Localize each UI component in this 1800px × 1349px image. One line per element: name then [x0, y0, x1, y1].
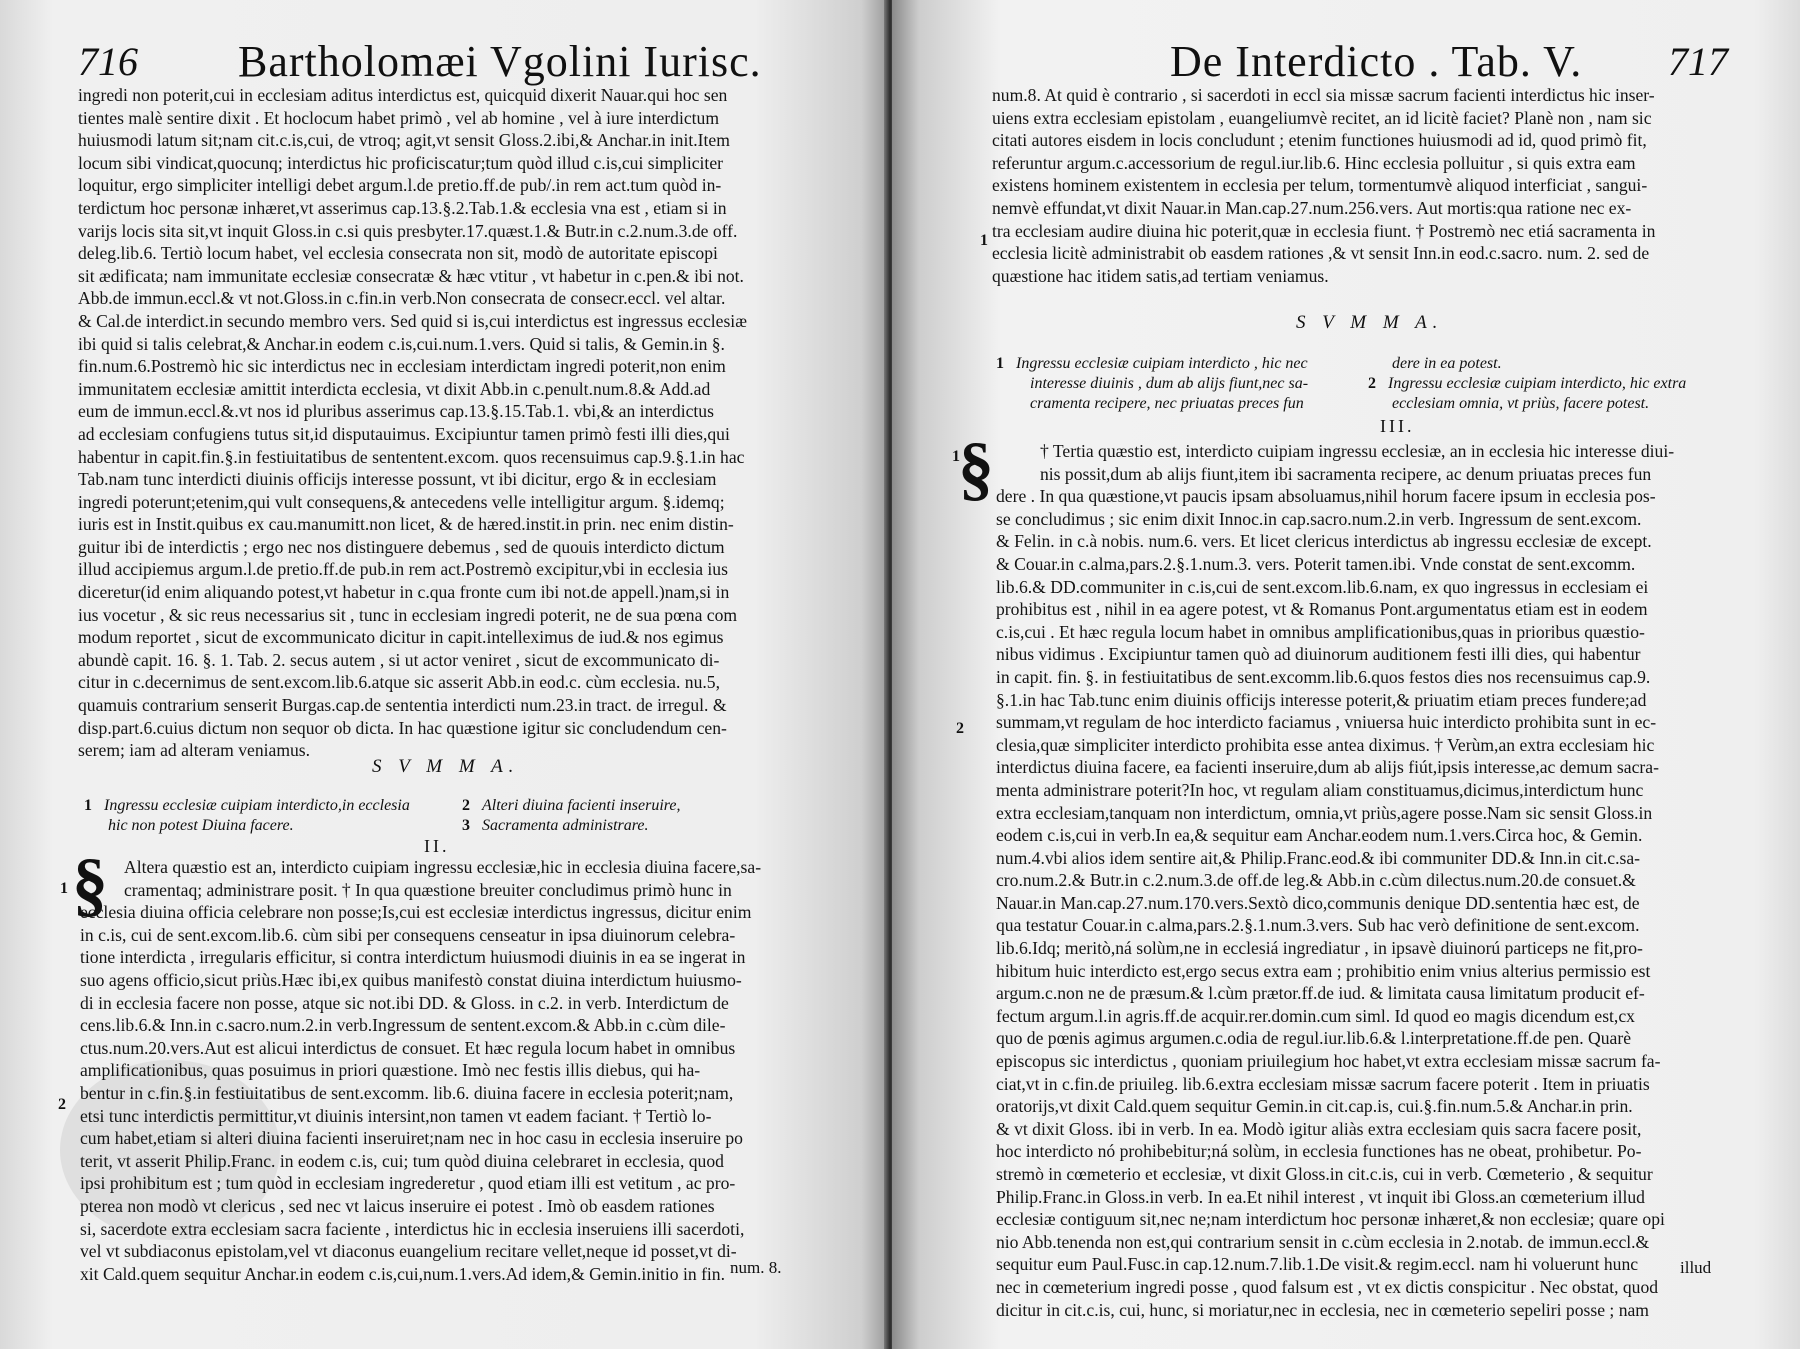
text-line: etsi tunc interdictis permittitur,vt diuinis intersint,non tamen vt eadem faciant. † Tertiò lo- — [80, 1105, 712, 1126]
text-line: guitur ibi de interdictis ; ergo nec nos distinguere debemus , sed de quouis interdicto dictum — [78, 536, 725, 557]
pilcrow-initial: § — [72, 844, 108, 924]
text-line: cum habet,etiam si alteri diuina facienti inseruiret;nam nec in hoc casu in ecclesia inseruire po — [80, 1128, 743, 1149]
running-title: De Interdicto . Tab. V. — [1170, 37, 1583, 86]
text-line: tra ecclesiam audire diuina hic poterit,quæ in ecclesia fiunt. † Postremò nec etiá sacramenta in — [992, 220, 1656, 241]
text-line: ibi quid si talis celebrat,& Anchar.in eodem c.is,cui.num.1.vers. Quid si talis, & Gemin.in §. — [78, 333, 725, 354]
right-page-number-wrap — [1668, 38, 1728, 85]
text-line: deleg.lib.6. Tertiò locum habet, vel ecclesia consecrata non sit, modò de autoritate episcopi — [78, 243, 718, 264]
left-page — [0, 0, 888, 1349]
text-line: fectum argum.l.in agris.ff.de acquir.rer.domin.cum siml. Id quod eo magis dicendum est,cx — [996, 1005, 1635, 1026]
pilcrow-initial: § — [958, 428, 994, 508]
summa-item: hic non potest Diuina facere. — [108, 817, 294, 834]
text-line: lib.6.Idq; meritò,ná solùm,ne in ecclesiá ingrediatur , in ipsavè diuinorú particeps ne fit,pro- — [996, 938, 1643, 959]
text-line: & vt dixit Gloss. ibi in verb. In ea. Modò igitur aliàs extra ecclesiam quis sacra facere posit, — [996, 1118, 1642, 1139]
text-line: fin.num.6.Postremò hic sic interdictus nec in ecclesiam interdictam ingredi poterit,non enim — [78, 356, 726, 377]
text-line: si, sacerdote extra ecclesiam sacra faciente , interdictus hic in ecclesia inseruiens illi sacerdoti, — [80, 1218, 745, 1239]
text-line: hibitum huic interdicto est,ergo secus extra eam ; prohibitio enim vnius alterius permissio est — [996, 960, 1651, 981]
text-line: ius vocetur , & sic reus necessarius sit , tunc in ecclesiam ingredi poterit, ne de sua pœna com — [78, 604, 738, 625]
text-line: qua testatur Couar.in c.alma,pars.2.§.1.num.3.vers. Sub hac verò definitione de sent.excom. — [996, 915, 1640, 936]
text-line: hoc interdicto nó prohibebitur;ná solùm, in ecclesia functiones has ne obeat, prohibetur. Po- — [996, 1141, 1642, 1162]
margin-number: 2 — [58, 1096, 66, 1113]
text-line: stremò in cœmeterio et ecclesiæ, vt dixit Gloss.in cit.c.is, cui in verb. Cœmeterio , & sequitur — [996, 1164, 1653, 1184]
text-line: interdictus diuina facere, ea facienti inseruire,dum ab alijs fiút,ipsis interesse,ac demum sacra- — [996, 757, 1659, 778]
text-line: & Couar.in c.alma,pars.2.§.1.num.3. vers. Poterit tamen.ibi. Vnde constat de sent.excomm. — [996, 553, 1636, 574]
running-title: Bartholomæi Vgolini Iurisc. — [238, 37, 762, 86]
text-line: Tab.nam tunc interdicti diuinis officijs interesse possunt, vt ibi dicitur, ergo & in ecclesiam — [78, 469, 717, 490]
left-text-block-b — [80, 856, 806, 1285]
text-line: suo agens officio,sicut priùs.Hæc ibi,ex quibus manifestò constat diuina interdictum huiusmo- — [80, 969, 742, 990]
text-line: tientes malè sentire dixit . Et hoclocum habet primò , vel ab homine , vel à iure interdictum — [78, 107, 720, 128]
text-line: se concludimus ; sic enim dixit Innoc.in cap.sacro.num.2.in verb. Ingressum de sent.excom. — [996, 508, 1642, 529]
text-line: ingredi poterunt;etenim,qui vult consequens,& antecedens velle intelligitur argum. §.idemq; — [78, 491, 725, 512]
text-line: nec in cœmeterium ingredi posse , quod falsum est , vt ex dictis conspicitur . Nec obstat, quod — [996, 1276, 1659, 1297]
text-line: vel vt subdiaconus epistolam,vel vt diaconus euangelium recitare vellet,neque id posset,vt di- — [80, 1241, 737, 1262]
text-line: iuris est in Instit.quibus ex cau.manumitt.non licet, & de hæred.instit.in prin. nec enim distin- — [78, 514, 734, 535]
text-line: & Felin. in c.à nobis. num.6. vers. Et licet clericus interdictus ab ingressu ecclesiæ de except. — [996, 531, 1652, 552]
text-line: eodem c.is,cui in verb.In ea,& sequitur eam Anchar.eodem num.1.vers.Circa hoc, & Gemin. — [996, 825, 1643, 846]
summa-item: interesse diuinis , dum ab alijs fiunt,nec sa- — [1030, 375, 1309, 392]
summa-item: 2 Alteri diuina facienti inseruire, — [462, 797, 681, 814]
text-line: serem; iam ad alteram veniamus. — [78, 740, 311, 761]
text-line: quo de pœnis agimus argumen.c.odia de regul.iur.lib.6.& l.interpretatione.ff.de pen. Quarè — [996, 1028, 1631, 1049]
text-line: ctus.num.20.vers.Aut est alicui interdictus de consuet. Et hæc regula locum habet in omnibus — [80, 1037, 736, 1058]
text-line: abundè capit. 16. §. 1. Tab. 2. secus autem , si ut actor veniret , sicut de excommunicato di- — [78, 649, 720, 670]
text-line: loquitur, ergo simpliciter intelligi debet argum.l.de pretio.ff.de pub/.in rem act.tum quòd in- — [78, 175, 722, 196]
text-line: cens.lib.6.& Inn.in c.sacro.num.2.in verb.Ingressum de sentent.excom.& Abb.in c.cùm dile- — [80, 1015, 726, 1036]
summa-item: ecclesiam omnia, vt priùs, facere potest. — [1392, 395, 1650, 412]
text-line: diceretur(id enim aliquando potest,vt habetur in c.qua fronte cum ibi not.de appell.)nam,si in — [78, 582, 730, 603]
text-line: cramentaq; administrare posit. † In qua quæstione breuiter concludimus primò hunc in — [124, 879, 732, 900]
summa-heading: S V M M A. — [372, 756, 520, 777]
text-line: Nauar.in Man.cap.27.num.170.vers.Sextò dico,communis denique DD.sententia hæc est, de — [996, 892, 1640, 913]
text-line: §.1.in hac Tab.tunc enim diuinis officijs interesse poterit,& priuatim etiam preces fundere;ad — [996, 689, 1647, 710]
right-text-block-b — [996, 440, 1722, 1321]
text-line: ingredi non poterit,cui in ecclesiam aditus interdictus est, quicquid dixerit Nauar.qui hoc sen — [78, 85, 728, 105]
text-line: Altera quæstio est an, interdicto cuipiam ingressu ecclesiæ,hic in ecclesia diuina facere,sa- — [124, 857, 762, 877]
summa-item: cramenta recipere, nec priuatas preces fun — [1030, 395, 1304, 412]
text-line: extra ecclesiam,tanquam non interdictum, omnia,vt priùs,agere posse.Nam sic sensit Gloss.in — [996, 802, 1653, 823]
text-line: episcopus sic interdictus , quoniam priuilegium hoc habet,vt extra ecclesiam missæ sacrum fa- — [996, 1051, 1661, 1072]
text-line: argum.c.non ne de præsum.& l.cùm prætor.ff.de iud. & limitata causa limitatum producit ef- — [996, 983, 1645, 1004]
margin-number: 1 — [952, 448, 960, 465]
text-line: ciat,vt in c.fin.de priuileg. lib.6.extra ecclesiam missæ sacrum facere poterit . Item in priuatis — [996, 1073, 1650, 1094]
text-line: ad ecclesiam confugiens tutus sit,id disputauimus. Excipiuntur tamen primò festi illi dies,qui — [78, 423, 730, 444]
text-line: cro.num.2.& Butr.in c.2.num.3.de off.de leg.& Abb.in c.cùm dilectus.num.20.de consuet.& — [996, 870, 1636, 891]
catchword: illud — [1680, 1258, 1712, 1277]
text-line: existens hominem existentem in ecclesia per telum, tormentumvè aliquod interficiat , sangui- — [992, 175, 1648, 196]
text-line: c.is,cui . Et hæc regula locum habet in omnibus amplificationibus,quas in prioribus quæstio- — [996, 621, 1645, 642]
text-line: huiusmodi latum sit;nam cit.c.is,cui, de vtroq; agit,vt sensit Gloss.2.ibi,& Anchar.in init.Item — [78, 130, 730, 151]
text-line: habentur in capit.fin.§.in festiuitatibus de sententent.excom. quos recensuimus cap.9.§.1.in hac — [78, 446, 745, 467]
margin-number: 1 — [60, 880, 68, 897]
page-number: 716 — [78, 39, 138, 84]
text-line: citati autores eisdem in locis concludunt ; etenim functiones huiusmodi ad id, quod primò fit, — [992, 130, 1647, 151]
text-line: xit Cald.quem sequitur Anchar.in eodem c.is,cui,num.1.vers.Ad idem,& Gemin.initio in fin. — [80, 1263, 726, 1284]
text-line: bentur in c.fin.§.in festiuitatibus de sent.excomm. lib.6. diuina facere in ecclesia poterit;nam, — [80, 1082, 734, 1103]
text-line: immunitatem ecclesiæ amittit interdicta ecclesia, vt dixit Abb.in c.penult.num.8.& Add.ad — [78, 378, 711, 399]
text-line: quæstione hac itidem satis,ad tertiam veniamus. — [992, 265, 1329, 286]
text-line: oratorijs,vt dixit Cald.quem sequitur Gemin.in cit.cap.is, cui.§.fin.num.5.& Anchar.in prin. — [996, 1096, 1633, 1117]
margin-number: 1 — [980, 232, 988, 249]
text-line: terit, vt asserit Philip.Franc. in eodem c.is, cui; tum quòd diuina celebraret in ecclesia, quod — [80, 1150, 724, 1171]
text-line: nibus vidimus . Excipiuntur tamen quò ad diuinorum auditionem festi illi dies, qui habentur — [996, 644, 1641, 665]
text-line: num.8. At quid è contrario , si sacerdoti in eccl sia missæ sacrum facienti interdictus hic inser- — [992, 85, 1655, 105]
catchword: num. 8. — [730, 1258, 782, 1277]
text-line: pterea non modò vt clericus , sed nec vt laicus inseruire ei potest . Imò ob easdem rationes — [80, 1195, 715, 1216]
text-line: lib.6.& DD.communiter in c.is,cui de sent.excom.lib.6.nam, ex quo ingressus in ecclesiam ei — [996, 576, 1649, 597]
summa-item: 1 Ingressu ecclesiæ cuipiam interdicto,in ecclesia — [84, 797, 410, 814]
right-header — [1170, 36, 1582, 87]
text-line: summam,vt regulam de hoc interdicto faciamus , vniuersa huic interdicto prohibita sunt in ec- — [996, 712, 1657, 733]
text-line: tione interdicta , irregularis efficitur, si contra interdictum huiusmodi diuinis in ea se ingerat in — [80, 947, 746, 968]
text-line: eum de immun.eccl.&.vt nos id pluribus asserimus cap.13.§.15.Tab.1. vbi,& an interdictus — [78, 401, 714, 422]
left-running-title-wrap — [238, 36, 762, 87]
text-line: disp.part.6.cuius dictum non sequor ob dicta. In hac quæstione igitur sic concludendum cen- — [78, 717, 727, 738]
text-line: dicitur in cit.c.is, cui, hunc, si moriatur,nec in ecclesia, nec in cœmeterio sepeliri posse ; nam — [996, 1299, 1649, 1320]
page-number: 717 — [1668, 39, 1728, 84]
text-line: di in ecclesia facere non posse, atque sic not.ibi DD. & Gloss. in c.2. in verb. Interdictum de — [80, 992, 729, 1013]
text-line: sequitur eum Paul.Fusc.in cap.12.num.7.lib.1.De visit.& regim.eccl. nam hi voluerunt hunc — [996, 1254, 1639, 1275]
margin-number: 2 — [956, 720, 964, 737]
text-line: ecclesiæ contiguum sit,nec ne;nam interdictum hoc personæ inhæret,& non ecclesiæ; quare opi — [996, 1209, 1665, 1230]
text-line: nis possit,dum ab alijs fiunt,item ibi sacramenta recipere, ac denum priuatas preces fun — [1040, 463, 1652, 484]
text-line: modum reportet , sicut de excommunicato dicitur in capit.intelleximus de iud.& nos egimus — [78, 627, 724, 648]
text-line: ecclesia diuina officia celebrare non posse;Is,cui est ecclesiæ interdictus ingressus, dicitur enim — [80, 902, 752, 923]
text-line: citur in c.decernimus de sent.excom.lib.6.atque sic asserit Abb.in eod.c. cùm ecclesia. nu.5, — [78, 672, 720, 693]
text-line: in capit. fin. §. in festiuitatibus de sent.excomm.lib.6.quos festos dies nos recensuimus cap.9. — [996, 666, 1651, 687]
left-header — [78, 38, 138, 85]
text-line: nemvè effundat,vt dixit Nauar.in Man.cap.27.num.256.vers. Aut mortis:qua ratione nec ex- — [992, 197, 1632, 218]
summa-heading: S V M M A. — [1296, 312, 1444, 333]
text-line: num.4.vbi alios idem sentire ait,& Philip.Franc.eod.& ibi communiter DD.& Inn.in cit.c.sa- — [996, 847, 1641, 868]
text-line: uiens extra ecclesiam epistolam , euangeliumvè recitet, an id licitè faciet? Planè non , nam sic — [992, 107, 1652, 128]
text-line: quamuis contrarium senserit Burgas.cap.de sententia interdicti num.23.in tract. de irregul. & — [78, 695, 727, 716]
text-line: in c.is, cui de sent.excom.lib.6. cùm sibi per consequens censeatur in ipsa diuinorum celebra- — [80, 924, 736, 945]
text-line: prohibitus est , nihil in ea agere potest, vt & Romanus Pont.argumentatus etiam est in eodem — [996, 599, 1648, 620]
text-line: † Tertia quæstio est, interdicto cuipiam ingressu ecclesiæ, an in ecclesia hic interesse diui- — [1040, 441, 1675, 461]
text-line: ipsi prohibitum est ; tum quòd in ecclesiam ingrederetur , quod etiam illi est vetitum , ac pro- — [80, 1173, 736, 1194]
text-line: terdictum hoc personæ inhæret,vt asserimus cap.13.§.2.Tab.1.& ecclesia vna est , etiam si in — [78, 197, 727, 218]
text-line: nio Abb.tenenda non est,qui contrarium sensit in c.cùm ecclesia in 2.notab. de immun.eccl.& — [996, 1231, 1650, 1252]
right-text-block-a — [992, 84, 1720, 287]
left-text-block-a — [78, 84, 806, 762]
text-line: varijs locis sita sit,vt inquit Gloss.in c.si quis presbyter.17.quæst.1.& Butr.in c.2.num.3.de off. — [78, 220, 738, 241]
section-number: II. — [424, 836, 450, 856]
summa-item: dere in ea potest. — [1392, 355, 1502, 372]
text-line: Abb.de immun.eccl.& vt not.Gloss.in c.fin.in verb.Non consecrata de consecr.eccl. vel altar. — [78, 288, 726, 309]
section-number: III. — [1380, 416, 1415, 436]
text-line: dere . In qua quæstione,vt paucis ipsam absoluamus,nihil horum facere ipsum in ecclesia pos- — [996, 486, 1656, 507]
text-line: locum sibi vindicat,quocunq; interdictus hic proficiscatur;tum quòd illud c.is,cui simpliciter — [78, 152, 723, 173]
text-line: ecclesia licitè administrabit ob easdem rationes ,& vt sensit Inn.in eod.c.sacro. num. 2. sed de — [992, 243, 1650, 264]
text-line: referuntur argum.c.accessorium de regul.iur.lib.6. Hinc ecclesia polluitur , si quis extra eam — [992, 152, 1636, 173]
text-line: menta administrare poterit?In hoc, vt regulam aliam constituamus,dicimus,interdictum hunc — [996, 779, 1644, 800]
text-line: sit ædificata; nam immunitate ecclesiæ consecratæ & hæc vtitur , vt habetur in c.pen.& ibi not. — [78, 265, 744, 286]
summa-item: 3 Sacramenta administrare. — [462, 817, 649, 834]
text-line: Philip.Franc.in Gloss.in verb. In ea.Et nihil interest , vt inquit ibi Gloss.an cœmeterium illud — [996, 1186, 1645, 1207]
summa-item: 1 Ingressu ecclesiæ cuipiam interdicto , hic nec — [996, 355, 1308, 372]
right-page — [892, 0, 1800, 1349]
text-line: amplificationibus, quas posuimus in priori quæstione. Imò nec festis illis diebus, qui ha- — [80, 1060, 701, 1081]
text-line: illud accipiemus argum.l.de pretio.ff.de pub.in rem act.Postremò excipitur,vbi in ecclesia ius — [78, 559, 728, 580]
text-line: & Cal.de interdict.in secundo membro vers. Sed quid si is,cui interdictus est ingressus ecclesiæ — [78, 310, 747, 331]
summa-item: 2 Ingressu ecclesiæ cuipiam interdicto, hic extra — [1368, 375, 1687, 392]
text-line: clesia,quæ simpliciter interdicto prohibita esse antea diximus. † Verùm,an extra ecclesiam hic — [996, 734, 1655, 755]
